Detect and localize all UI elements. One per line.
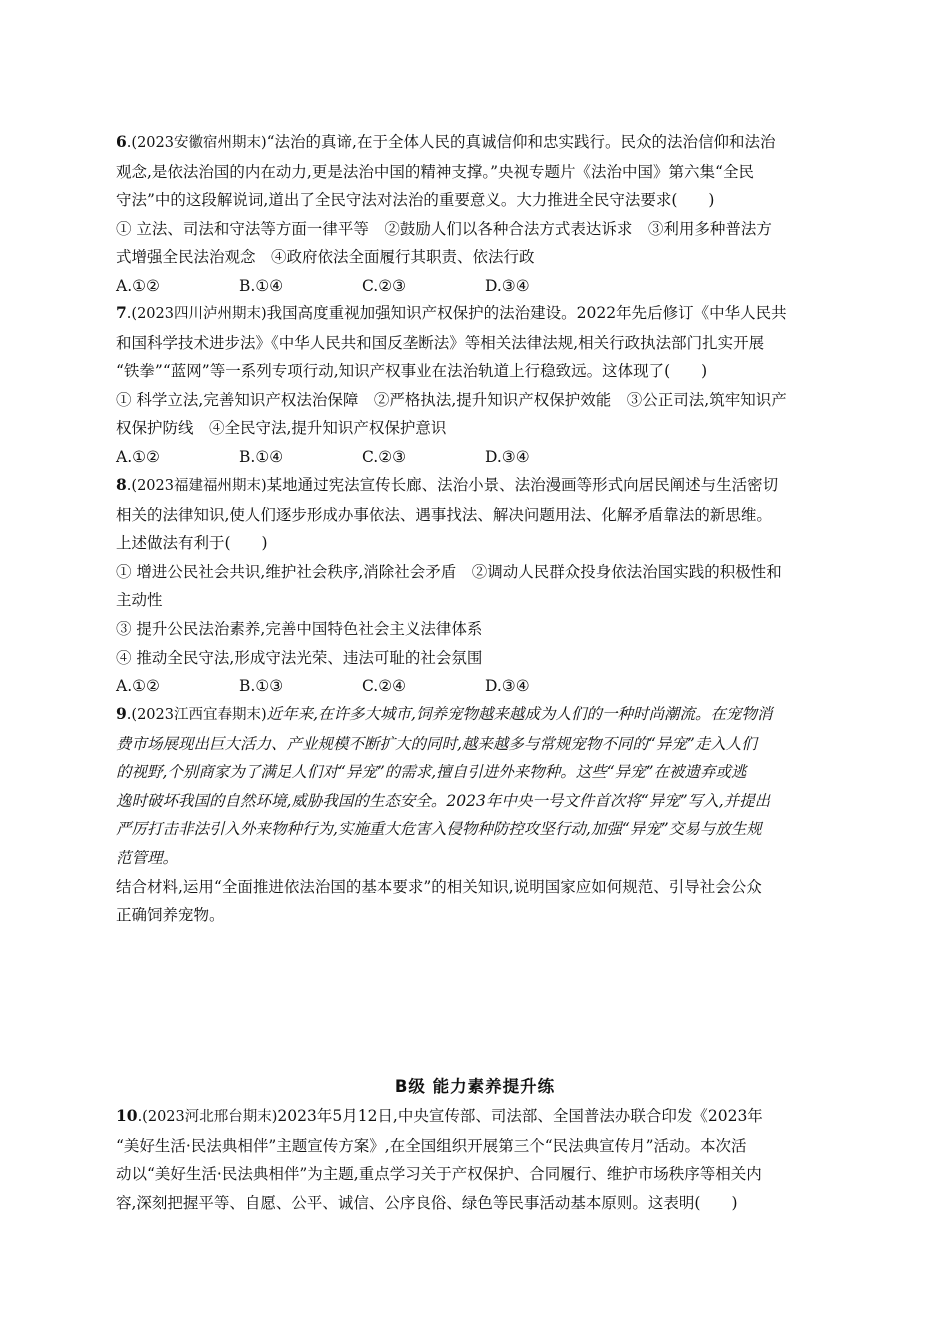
option-c[interactable]: C.②③ bbox=[362, 276, 407, 295]
choice-items-line: 权保护防线 ④全民守法,提升知识产权保护意识 bbox=[116, 419, 447, 438]
question-source: .(2023河北邢台期末) bbox=[137, 1109, 278, 1125]
question-number: 10 bbox=[116, 1106, 138, 1125]
question-source: .(2023江西宜春期末) bbox=[126, 707, 267, 723]
question-10 bbox=[116, 1102, 836, 1217]
stem-line: 守法”中的这段解说词,道出了全民守法对法治的重要意义。大力推进全民守法要求( ) bbox=[116, 191, 715, 210]
option-c[interactable]: C.②④ bbox=[362, 677, 407, 696]
material-line: 范管理。 bbox=[116, 848, 179, 867]
stem-line: 和国科学技术进步法》《中华人民共和国反垄断法》等相关法律法规,相关行政执法部门扎实开展 bbox=[116, 333, 765, 352]
choice-items-line: ① 科学立法,完善知识产权法治保障 ②严格执法,提升知识产权保护效能 ③公正司法,筑牢知识产 bbox=[116, 390, 787, 409]
material-line: 费市场展现出巨大活力、产业规模不断扩大的同时,越来越多与常规宠物不同的“异宠”走入人们 bbox=[116, 734, 757, 753]
stem-line: 容,深刻把握平等、自愿、公平、诚信、公序良俗、绿色等民事活动基本原则。这表明( ) bbox=[116, 1193, 738, 1212]
stem-line: “美好生活·民法典相伴”主题宣传方案》,在全国组织开展第三个“民法典宣传月”活动。本次活 bbox=[116, 1136, 747, 1155]
option-d[interactable]: D.③④ bbox=[485, 276, 530, 295]
option-a[interactable]: A.①② bbox=[116, 677, 160, 696]
stem-line: 观念,是依法治国的内在动力,更是法治中国的精神支撑。”央视专题片《法治中国》第六集“全民 bbox=[116, 162, 754, 181]
stem-line: “铁拳”“蓝网”等一系列专项行动,知识产权事业在法治轨道上行稳致远。这体现了( ) bbox=[116, 362, 708, 381]
answer-options bbox=[116, 672, 836, 701]
stem-line: 我国高度重视加强知识产权保护的法治建设。2022年先后修订《中华人民共 bbox=[266, 304, 787, 322]
question-number: 6 bbox=[116, 132, 127, 151]
option-b[interactable]: B.①④ bbox=[239, 276, 284, 295]
material-line: 逸时破坏我国的自然环境,威胁我国的生态安全。2023年中央一号文件首次将“异宠”写入,并提出 bbox=[116, 791, 771, 810]
choice-items-line: ③ 提升公民法治素养,完善中国特色社会主义法律体系 bbox=[116, 619, 483, 638]
question-6 bbox=[116, 128, 836, 301]
question-source: .(2023福建福州期末) bbox=[126, 478, 267, 494]
answer-options bbox=[116, 443, 836, 472]
question-9 bbox=[116, 700, 836, 930]
choice-items-line: ① 增进公民社会共识,维护社会秩序,消除社会矛盾 ②调动人民群众投身依法治国实践的积极性和 bbox=[116, 562, 782, 581]
task-line: 结合材料,运用“全面推进依法治国的基本要求”的相关知识,说明国家应如何规范、引导社会公众 bbox=[116, 877, 762, 896]
question-6-stem bbox=[116, 128, 836, 158]
stem-line: “法治的真谛,在于全体人民的真诚信仰和忠实践行。民众的法治信仰和法治 bbox=[266, 133, 776, 151]
material-line: 严厉打击非法引入外来物种行为,实施重大危害入侵物种防控攻坚行动,加强“异宠”交易与放生规 bbox=[116, 820, 762, 839]
question-8 bbox=[116, 471, 836, 701]
option-b[interactable]: B.①④ bbox=[239, 447, 284, 466]
question-7 bbox=[116, 299, 836, 472]
question-source: .(2023安徽宿州期末) bbox=[126, 135, 267, 151]
stem-line: 相关的法律知识,使人们逐步形成办事依法、遇事找法、解决问题用法、化解矛盾靠法的新思维。 bbox=[116, 505, 772, 524]
question-number: 9 bbox=[116, 704, 127, 723]
choice-items-line: 式增强全民法治观念 ④政府依法全面履行其职责、依法行政 bbox=[116, 248, 535, 267]
choice-items-line: ④ 推动全民守法,形成守法光荣、违法可耻的社会氛围 bbox=[116, 648, 483, 667]
question-7-stem bbox=[116, 299, 836, 329]
question-source: .(2023四川泸州期末) bbox=[126, 306, 267, 322]
question-10-stem bbox=[116, 1102, 836, 1132]
question-8-stem bbox=[116, 471, 836, 501]
stem-line: 某地通过宪法宣传长廊、法治小景、法治漫画等形式向居民阐述与生活密切 bbox=[266, 476, 779, 494]
material-line: 近年来,在许多大城市,饲养宠物越来越成为人们的一种时尚潮流。在宠物消 bbox=[266, 705, 773, 723]
option-c[interactable]: C.②③ bbox=[362, 447, 407, 466]
material-line: 的视野,个别商家为了满足人们对“异宠”的需求,擅自引进外来物种。这些“异宠”在被遗弃或逃 bbox=[116, 763, 747, 782]
stem-line: 上述做法有利于( ) bbox=[116, 534, 268, 553]
task-line: 正确饲养宠物。 bbox=[116, 906, 225, 925]
stem-line: 2023年5月12日,中央宣传部、司法部、全国普法办联合印发《2023年 bbox=[277, 1107, 763, 1125]
option-d[interactable]: D.③④ bbox=[485, 677, 530, 696]
stem-line: 动以“美好生活·民法典相伴”为主题,重点学习关于产权保护、合同履行、维护市场秩序等相关内 bbox=[116, 1165, 762, 1184]
answer-options bbox=[116, 272, 836, 301]
option-a[interactable]: A.①② bbox=[116, 276, 160, 295]
option-a[interactable]: A.①② bbox=[116, 447, 160, 466]
question-number: 7 bbox=[116, 303, 127, 322]
section-title: B级 能力素养提升练 bbox=[394, 1077, 556, 1096]
option-d[interactable]: D.③④ bbox=[485, 447, 530, 466]
choice-items-line: 主动性 bbox=[116, 591, 163, 610]
option-b[interactable]: B.①③ bbox=[239, 677, 284, 696]
question-9-stem bbox=[116, 700, 836, 730]
choice-items-line: ① 立法、司法和守法等方面一律平等 ②鼓励人们以各种合法方式表达诉求 ③利用多种普法方 bbox=[116, 219, 772, 238]
question-number: 8 bbox=[116, 475, 127, 494]
